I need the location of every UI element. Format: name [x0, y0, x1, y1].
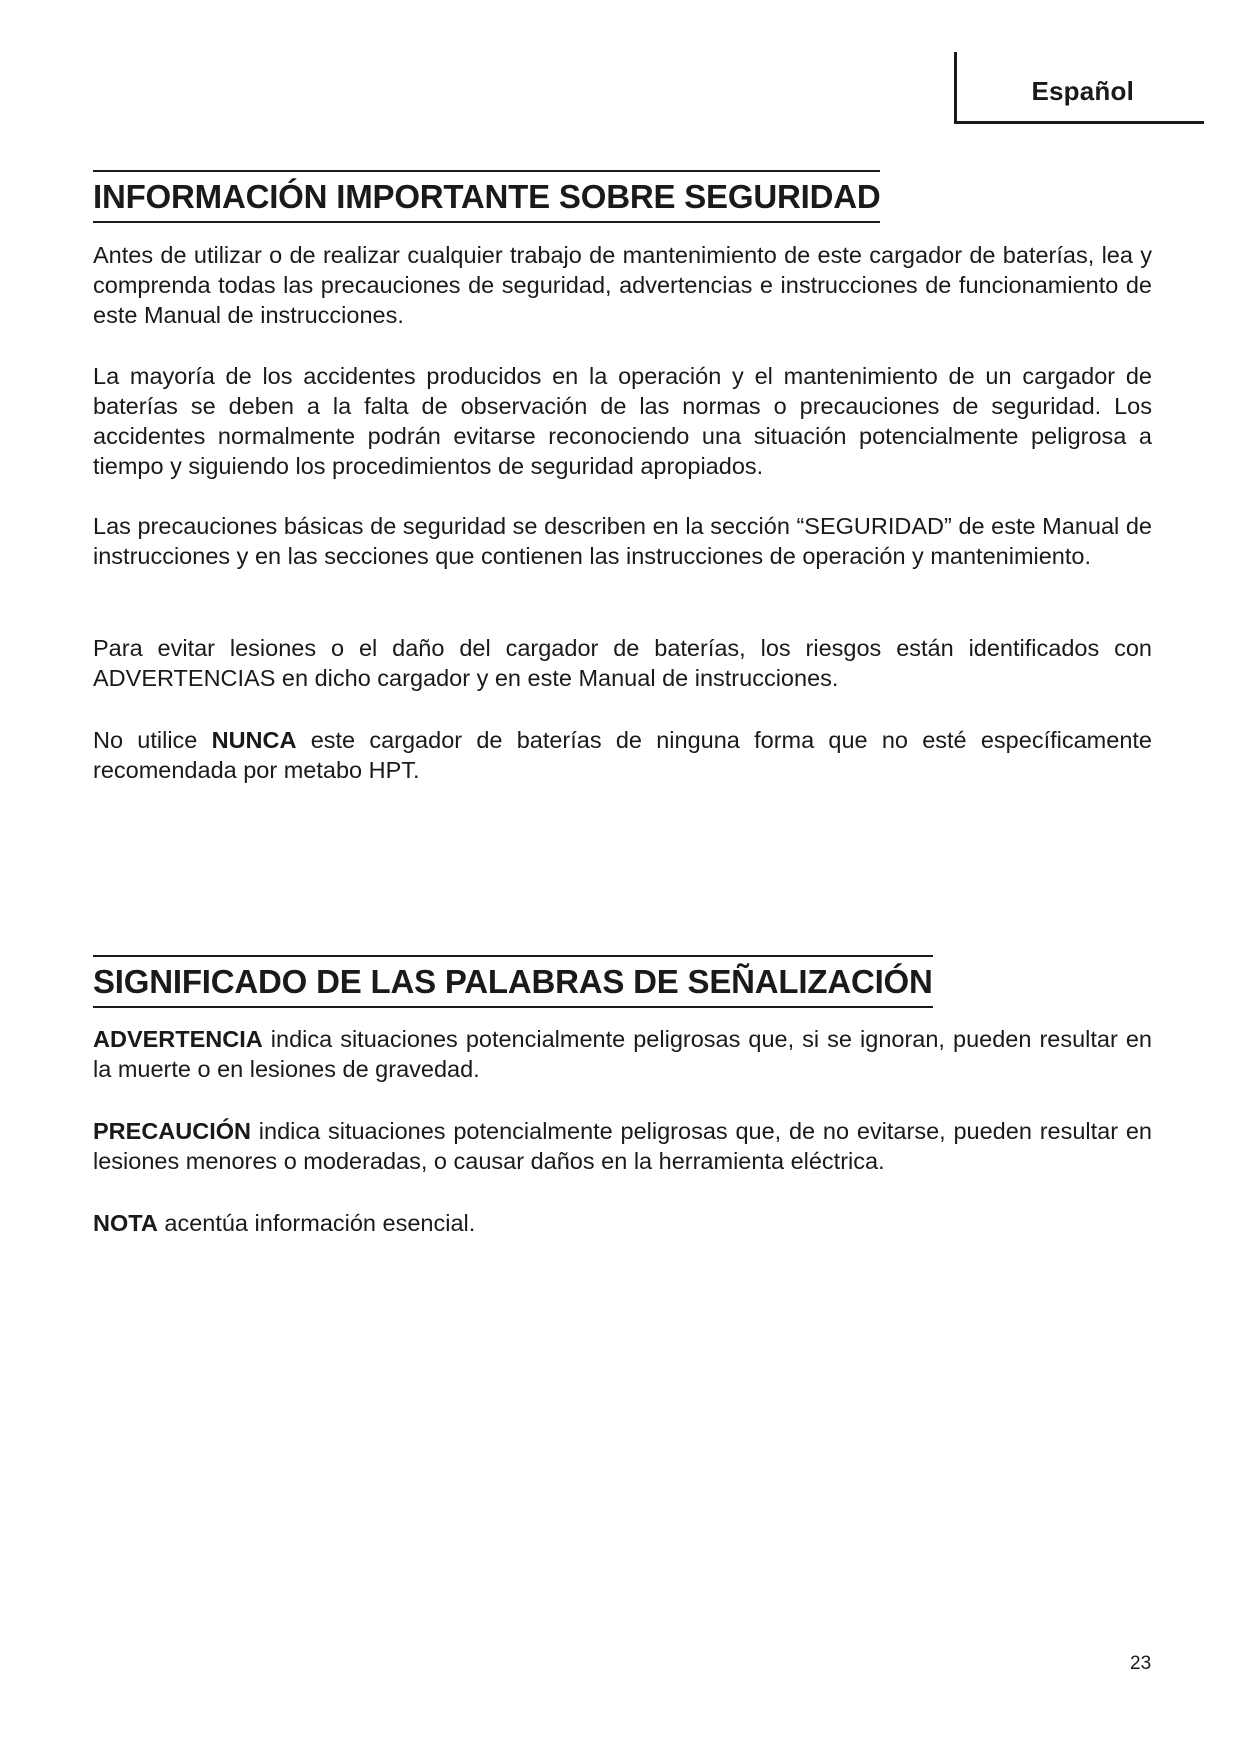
definition-note: [93, 1208, 1152, 1238]
safety-paragraph-5: [93, 725, 1152, 785]
definition-caution: [93, 1116, 1152, 1176]
emphasis-never: NUNCA: [211, 727, 297, 753]
definition-warning: [93, 1024, 1152, 1084]
safety-paragraph-2: La mayoría de los accidentes producidos en la operación y el mantenimiento de un cargador de baterías se deben a la falta de observación de las normas o precauciones de seguridad. Los accidentes normalmente podrán evitarse reconociendo una situación potencialmente peligrosa a tiempo y siguiendo los procedimientos de seguridad apropiados.: [93, 363, 1152, 479]
safety-paragraph-3: Las precauciones básicas de seguridad se describen en la sección “SEGURIDAD” de este Manual de instrucciones y en las secciones que contienen las instrucciones de operación y mantenimiento.: [93, 513, 1152, 569]
signal-words-heading: SIGNIFICADO DE LAS PALABRAS DE SEÑALIZACIÓN: [93, 955, 933, 1008]
definition-caution-text: indica situaciones potencialmente peligrosas que, de no evitarse, pueden resultar en lesiones menores o moderadas, o causar daños en la herramienta eléctrica.: [93, 1118, 1152, 1174]
term-warning: ADVERTENCIA: [93, 1026, 263, 1052]
safety-info-heading: INFORMACIÓN IMPORTANTE SOBRE SEGURIDAD: [93, 170, 880, 223]
definition-note-text: acentúa información esencial.: [157, 1210, 476, 1236]
definition-warning-text: indica situaciones potencialmente peligrosas que, si se ignoran, pueden resultar en la muerte o en lesiones de gravedad.: [93, 1026, 1152, 1082]
language-tab: [954, 52, 1204, 124]
term-note: NOTA: [93, 1210, 158, 1236]
paragraph-lead: No utilice: [93, 727, 212, 753]
term-caution: PRECAUCIÓN: [93, 1118, 251, 1144]
page-number: 23: [1130, 1653, 1152, 1674]
language-label: Español: [1031, 76, 1134, 106]
paragraph-rest: este cargador de baterías de ninguna forma que no esté específicamente recomendada por metabo HPT.: [93, 727, 1152, 783]
safety-paragraph-4: Para evitar lesiones o el daño del cargador de baterías, los riesgos están identificados con ADVERTENCIAS en dicho cargador y en este Manual de instrucciones.: [93, 635, 1152, 691]
safety-paragraph-1: Antes de utilizar o de realizar cualquier trabajo de mantenimiento de este cargador de baterías, lea y comprenda todas las precauciones de seguridad, advertencias e instrucciones de funcionamiento de este Manual de instrucciones.: [93, 242, 1152, 328]
